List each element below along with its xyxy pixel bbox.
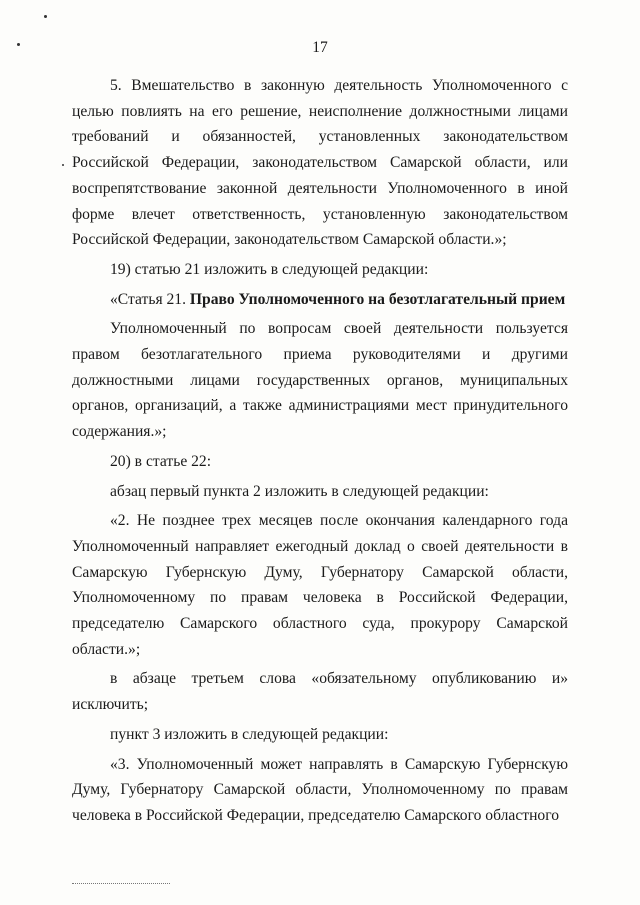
paragraph-text: 5. Вмешательство в законную деятельность Уполномоченного с целью повлиять на его решение, неисполнение должностными лицами требований и обязанностей, установленных законодательством Российской Федерации, законодательством Самарской области, или воспрепятствование законной деятельности Уполномоченного в иной форме влечет ответственность, установленную законодательством Российской Федерации, законодательством Самарской области.»; xyxy=(72,77,568,249)
paragraph-text: 19) статью 21 изложить в следующей редакции: xyxy=(110,260,429,278)
article-heading: Право Уполномоченного на безотлагательный прием xyxy=(189,290,566,308)
scan-artifact xyxy=(72,883,170,884)
paragraph xyxy=(72,722,568,748)
paragraph-text: Уполномоченный по вопросам своей деятельности пользуется правом безотлагательного приема руководителями и другими должностными лицами государственных органов, муниципальных органов, организаций, а также администрациями мест принудительного содержания.»; xyxy=(72,320,568,441)
paragraph xyxy=(72,73,568,253)
paragraph xyxy=(72,449,568,475)
page-number: 17 xyxy=(312,39,328,56)
paragraph-text: 20) в статье 22: xyxy=(110,452,212,470)
paragraph-text: «2. Не позднее трех месяцев после окончания календарного года Уполномоченный направляет ежегодный доклад о своей деятельности в Самарскую Губернскую Думу, Губернатору Самарской области, Уполномоченному по правам человека в Российской Федерации, председателю Самарского областного суда, прокурору Самарской области.»; xyxy=(72,512,568,658)
paragraph xyxy=(72,666,568,717)
paragraph xyxy=(72,287,568,313)
scan-mark xyxy=(44,15,47,18)
paragraph-text: «Статья 21. xyxy=(110,290,190,308)
paragraph xyxy=(72,316,568,445)
paragraph-text: в абзаце третьем слова «обязательному опубликованию и» исключить; xyxy=(72,670,568,714)
paragraph-text: «3. Уполномоченный может направлять в Самарскую Губернскую Думу, Губернатору Самарской области, Уполномоченному по правам человека в Российской Федерации, председателю Самарского областного xyxy=(72,755,568,824)
scan-mark xyxy=(62,164,64,166)
paragraph xyxy=(72,479,568,505)
paragraph xyxy=(72,257,568,283)
paragraph-text: пункт 3 изложить в следующей редакции: xyxy=(110,725,389,743)
document-body xyxy=(72,73,568,829)
paragraph xyxy=(72,508,568,662)
paragraph-text: абзац первый пункта 2 изложить в следующей редакции: xyxy=(110,482,489,500)
paragraph xyxy=(72,752,568,829)
